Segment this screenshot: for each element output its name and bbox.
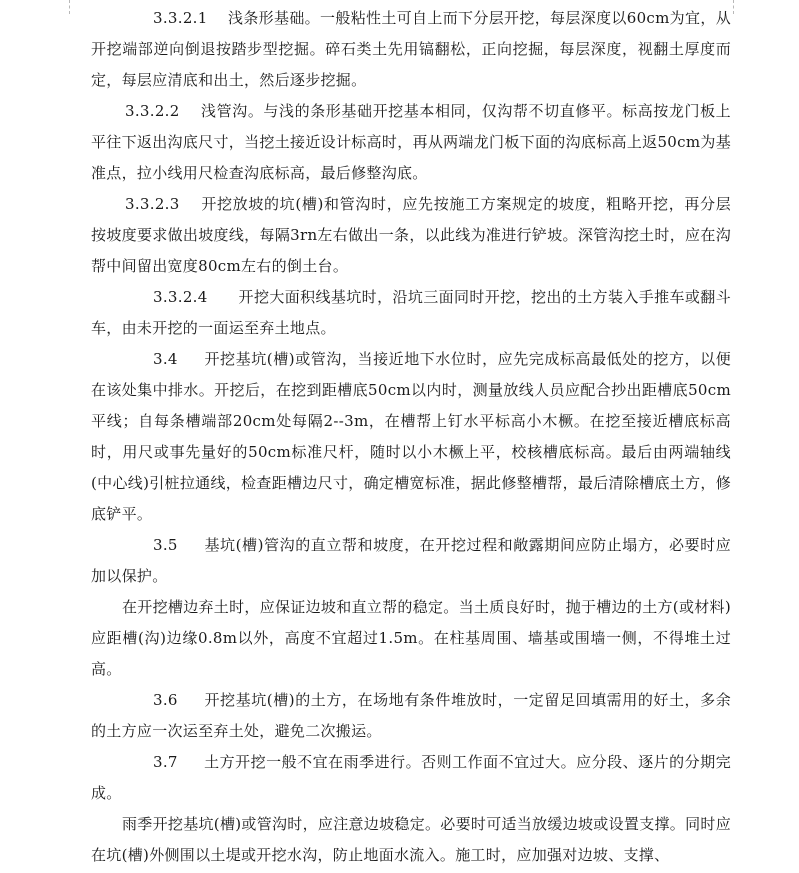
paragraph [91,592,731,685]
section-gap [208,288,239,306]
paragraph [91,96,731,189]
section-gap [208,9,228,27]
section-gap [180,195,202,213]
section-number: 3.3.2.3 [125,195,180,213]
section-gap [178,350,205,368]
section-number: 3.3.2.2 [125,102,180,120]
document-body [91,3,731,871]
paragraph [91,747,731,809]
paragraph-text: 开挖放坡的坑(槽)和管沟时，应先按施工方案规定的坡度，粗略开挖，再分层按坡度要求做出坡度线，每隔3rn左右做出一条，以此线为准进行铲坡。深管沟挖土时，应在沟帮中间留出宽度80cm左右的倒土台。 [91,195,731,275]
paragraph-text: 土方开挖一般不宜在雨季进行。否则工作面不宜过大。应分段、逐片的分期完成。 [91,753,731,802]
paragraph-text: 在开挖槽边弃土时，应保证边坡和直立帮的稳定。当土质良好时，抛于槽边的土方(或材料)应距槽(沟)边缘0.8m以外，高度不宜超过1.5m。在柱基周围、墙基或围墙一侧，不得堆土过高。 [91,598,732,678]
paragraph [91,809,731,871]
section-gap [178,536,205,554]
paragraph [91,344,731,530]
section-gap [180,102,201,120]
paragraph-text: 浅管沟。与浅的条形基础开挖基本相同，仅沟帮不切直修平。标高按龙门板上平往下返出沟底尺寸，当挖土接近设计标高时，再从两端龙门板下面的沟底标高上返50cm为基准点，拉小线用尺检查沟底标高，最后修整沟底。 [91,102,731,182]
paragraph-text: 开挖基坑(槽)或管沟，当接近地下水位时，应先完成标高最低处的挖方，以便在该处集中排水。开挖后，在挖到距槽底50cm以内时，测量放线人员应配合抄出距槽底50cm平线；自每条槽端部20cm处每隔2--3m，在槽帮上钉水平标高小木橛。在挖至接近槽底标高时，用尺或事先量好的50cm标准尺杆，随时以小木橛上平，校核槽底标高。最后由两端轴线(中心线)引桩拉通线，检查距槽边尺寸，确定槽宽标准，据此修整槽帮，最后清除槽底土方，修底铲平。 [91,350,731,523]
section-number: 3.7 [153,753,178,771]
paragraph [91,530,731,592]
paragraph-text: 浅条形基础。一般粘性土可自上而下分层开挖，每层深度以60cm为宜，从开挖端部逆向倒退按踏步型挖掘。碎石类土先用镐翻松，正向挖掘，每层深度，视翻土厚度而定，每层应清底和出土，然后逐步挖掘。 [91,9,731,89]
paragraph [91,3,731,96]
section-number: 3.5 [153,536,178,554]
section-gap [178,691,205,709]
paragraph-text: 雨季开挖基坑(槽)或管沟时，应注意边坡稳定。必要时可适当放缓边坡或设置支撑。同时应在坑(槽)外侧围以土堤或开挖水沟，防止地面水流入。施工时，应加强对边坡、支撑、 [91,815,732,864]
paragraph [91,282,731,344]
paragraph-text: 开挖大面积线基坑时，沿坑三面同时开挖，挖出的土方装入手推车或翻斗车，由未开挖的一面运至弃土地点。 [91,288,731,337]
section-gap [178,753,204,771]
paragraph-text: 开挖基坑(槽)的土方，在场地有条件堆放时，一定留足回填需用的好土，多余的土方应一次运至弃土处，避免二次搬运。 [91,691,731,740]
margin-guide-right [733,0,734,14]
paragraph [91,685,731,747]
paragraph-text: 基坑(槽)管沟的直立帮和坡度，在开挖过程和敞露期间应防止塌方，必要时应加以保护。 [91,536,731,585]
section-number: 3.3.2.4 [153,288,208,306]
section-number: 3.3.2.1 [153,9,208,27]
margin-guide-left [69,0,70,14]
section-number: 3.6 [153,691,178,709]
section-number: 3.4 [153,350,178,368]
paragraph [91,189,731,282]
